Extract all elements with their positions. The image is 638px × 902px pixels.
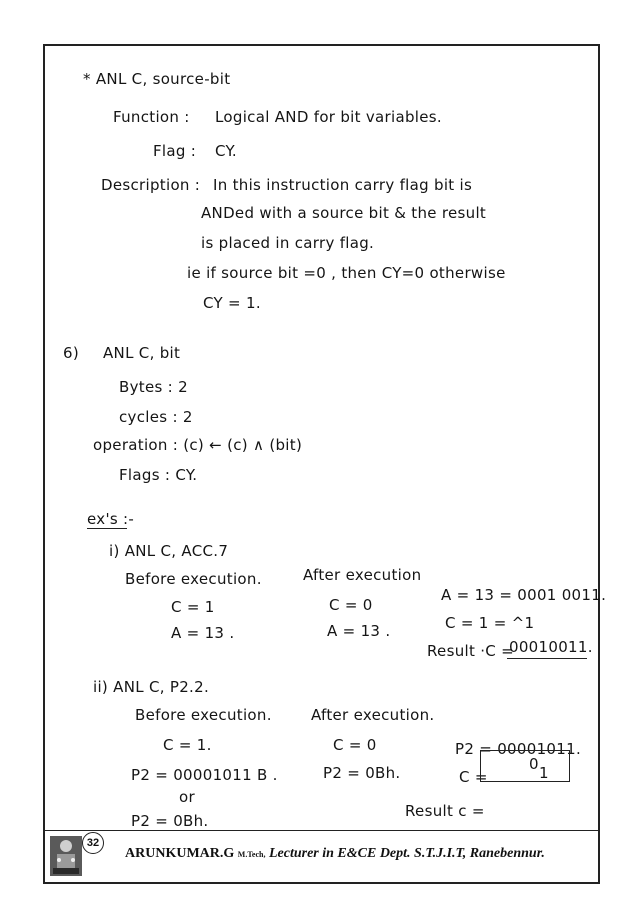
example-1-c-before: C = 1 [171, 598, 215, 616]
function-value: Logical AND for bit variables. [215, 108, 442, 126]
footer-credit [125, 846, 545, 862]
bytes-line: Bytes : 2 [119, 378, 188, 396]
example-2-title: ii) ANL C, P2.2. [93, 678, 210, 696]
description-line-5: CY = 1. [203, 294, 261, 312]
page-number-circle: 32 [82, 832, 104, 854]
instruction-number: 6) [63, 344, 79, 362]
footer-divider [45, 830, 598, 831]
example-1-result-underline [507, 658, 587, 659]
page [43, 44, 607, 884]
example-2-result-value: 0 [529, 755, 539, 773]
example-2-p2-after: P2 = 0Bh. [323, 764, 401, 782]
example-2-p2-binary: P2 = 00001011. [455, 740, 582, 758]
description-line-1: In this instruction carry flag bit is [213, 176, 473, 194]
example-2-result-label: Result c = [405, 802, 485, 820]
author-position: Lecturer in E&CE Dept. S.T.J.I.T, Ranebennur. [268, 846, 545, 861]
example-1-c-and-op: C = 1 = ^1 [445, 614, 535, 632]
example-2-p2-before: P2 = 00001011 B . [131, 766, 278, 784]
footer [45, 832, 598, 884]
example-2-c-after: C = 0 [333, 736, 377, 754]
examples-label: ex's :- [87, 510, 135, 528]
author-degree: M.Tech, [237, 850, 266, 859]
example-2-or: or [179, 788, 195, 806]
example-1-a-after: A = 13 . [327, 622, 391, 640]
example-1-before-heading: Before execution. [125, 570, 262, 588]
cycles-line: cycles : 2 [119, 408, 193, 426]
description-label: Description : [101, 176, 201, 194]
section-heading-anl-c-source-bit: * ANL C, source-bit [83, 70, 231, 88]
example-1-result-value: 00010011. [509, 638, 593, 656]
example-1-result-label: Result ·C = [427, 642, 514, 660]
college-logo [49, 834, 83, 878]
example-2-c-equals: C = [459, 768, 488, 786]
flag-value: CY. [215, 142, 238, 160]
description-line-4: ie if source bit =0 , then CY=0 otherwise [187, 264, 506, 282]
example-2-c-equals-value: 1 [539, 764, 549, 782]
examples-label-underline [87, 528, 127, 529]
example-1-title: i) ANL C, ACC.7 [109, 542, 229, 560]
example-2-p2-hex: P2 = 0Bh. [131, 812, 209, 830]
flag-label: Flag : [153, 142, 197, 160]
operation-line: operation : (c) ← (c) ∧ (bit) [93, 436, 303, 454]
example-1-a-before: A = 13 . [171, 624, 235, 642]
example-1-a-binary: A = 13 = 0001 0011. [441, 586, 607, 604]
flags-line: Flags : CY. [119, 466, 198, 484]
example-1-c-after: C = 0 [329, 596, 373, 614]
description-line-3: is placed in carry flag. [201, 234, 375, 252]
function-label: Function : [113, 108, 190, 126]
author-name: ARUNKUMAR.G [125, 846, 235, 861]
example-2-result-box [480, 750, 570, 782]
instruction-heading: ANL C, bit [103, 344, 181, 362]
example-1-after-heading: After execution [303, 566, 422, 584]
example-2-c-before: C = 1. [163, 736, 212, 754]
example-2-after-heading: After execution. [311, 706, 435, 724]
example-2-before-heading: Before execution. [135, 706, 272, 724]
description-line-2: ANDed with a source bit & the result [201, 204, 487, 222]
